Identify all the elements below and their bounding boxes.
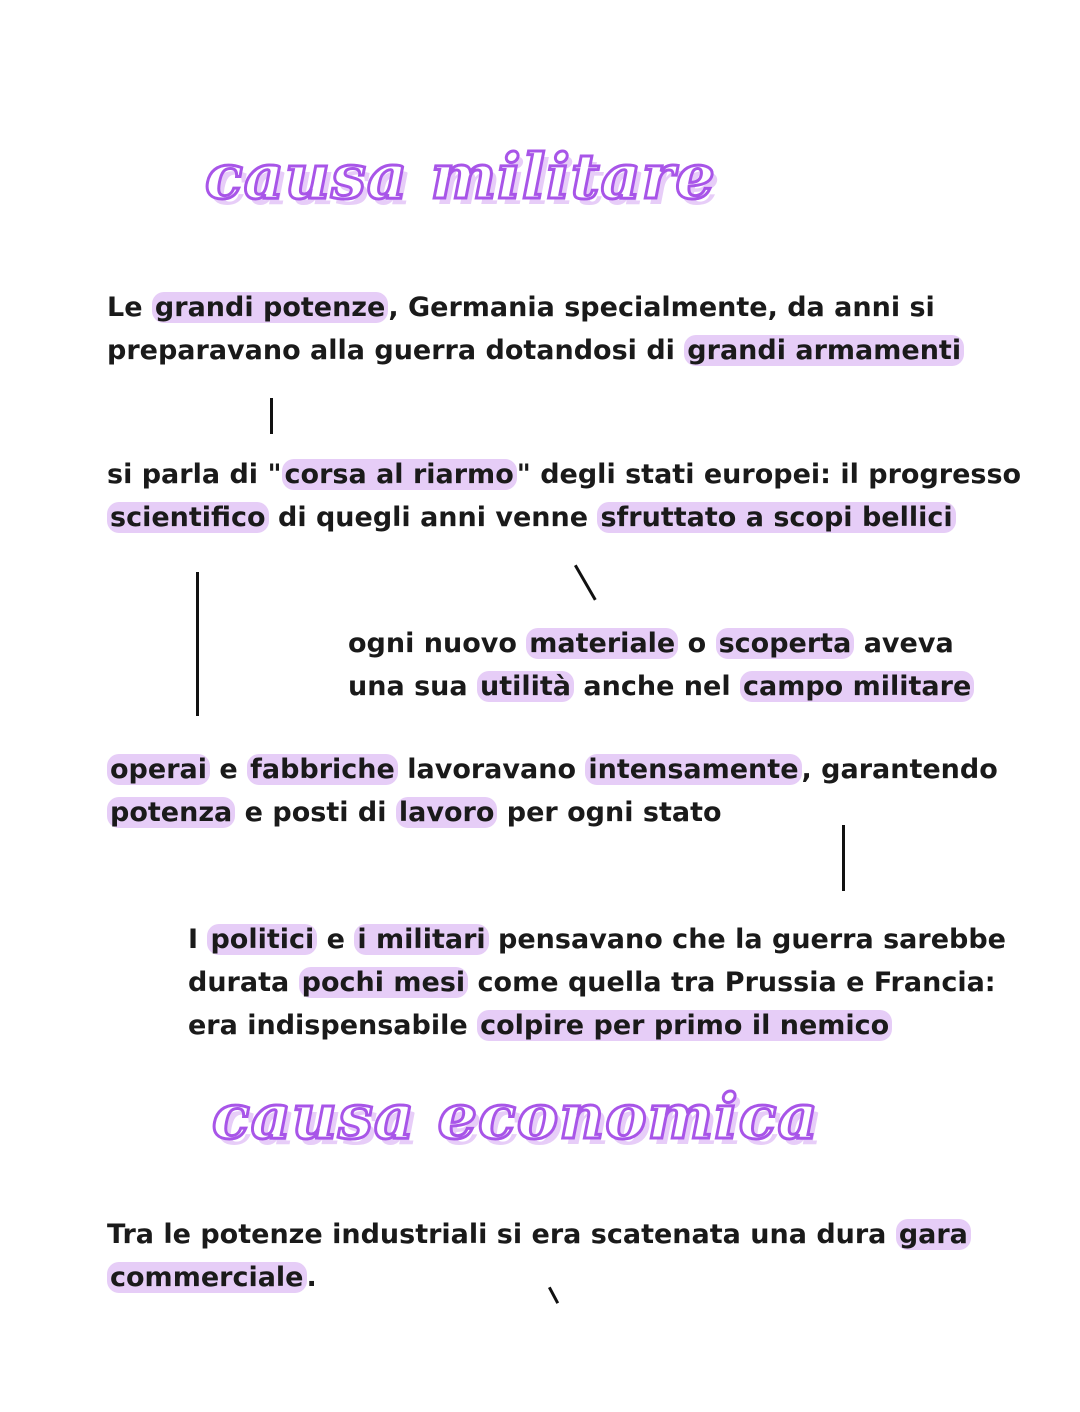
highlight: grandi armamenti <box>684 335 964 366</box>
highlight: corsa al riarmo <box>282 459 517 490</box>
highlight: utilità <box>477 671 574 702</box>
line: una sua utilità anche nel campo militare <box>348 665 974 708</box>
line: durata pochi mesi come quella tra Prussia e Francia: <box>188 967 996 998</box>
line: operai e fabbriche lavoravano intensamente , garantendo <box>107 748 998 791</box>
highlight: grandi potenze <box>152 292 388 323</box>
heading-causa-militare: causa militare <box>205 140 716 213</box>
line: Tra le potenze industriali si era scatenata una dura gara <box>107 1213 971 1256</box>
highlight: commerciale <box>107 1262 307 1293</box>
line: preparavano alla guerra dotandosi di grandi armamenti <box>107 329 964 372</box>
paragraph-grandi-potenze <box>107 286 964 372</box>
paragraph-politici-militari <box>188 918 1006 1047</box>
highlight: colpire per primo il nemico <box>477 1010 892 1041</box>
highlight: scoperta <box>716 628 855 659</box>
line: commerciale . <box>107 1256 971 1299</box>
paragraph-nuovo-materiale <box>348 622 974 708</box>
highlight: scientifico <box>107 502 269 533</box>
highlight: campo militare <box>740 671 974 702</box>
highlight: lavoro <box>396 797 498 828</box>
highlight: i militari <box>354 924 488 955</box>
line: I politici e i militari pensavano che la guerra sarebbe <box>188 924 1006 955</box>
highlight: operai <box>107 754 210 785</box>
connector-line <box>842 825 845 891</box>
heading-causa-economica: causa economica <box>212 1080 819 1153</box>
line: era indispensabile colpire per primo il nemico <box>188 1004 1006 1047</box>
highlight: gara <box>896 1219 971 1250</box>
highlight: politici <box>207 924 317 955</box>
paragraph-gara-commerciale <box>107 1213 971 1299</box>
highlight: materiale <box>526 628 678 659</box>
highlight: fabbriche <box>247 754 398 785</box>
line: Le grandi potenze , Germania specialmente, da anni si <box>107 292 935 323</box>
line: ogni nuovo materiale o scoperta aveva <box>348 628 954 659</box>
connector-line <box>270 398 273 434</box>
connector-slash <box>574 565 597 601</box>
highlight: potenza <box>107 797 235 828</box>
line: si parla di " corsa al riarmo " degli stati europei: il progresso <box>107 459 1022 490</box>
paragraph-corsa-al-riarmo <box>107 453 1021 539</box>
highlight: sfruttato a scopi bellici <box>597 502 955 533</box>
paragraph-operai-fabbriche <box>107 748 998 834</box>
highlight: pochi mesi <box>299 967 469 998</box>
connector-line <box>196 572 199 716</box>
line: scientifico di quegli anni venne sfruttato a scopi bellici <box>107 496 1021 539</box>
line: potenza e posti di lavoro per ogni stato <box>107 791 998 834</box>
highlight: intensamente <box>585 754 801 785</box>
